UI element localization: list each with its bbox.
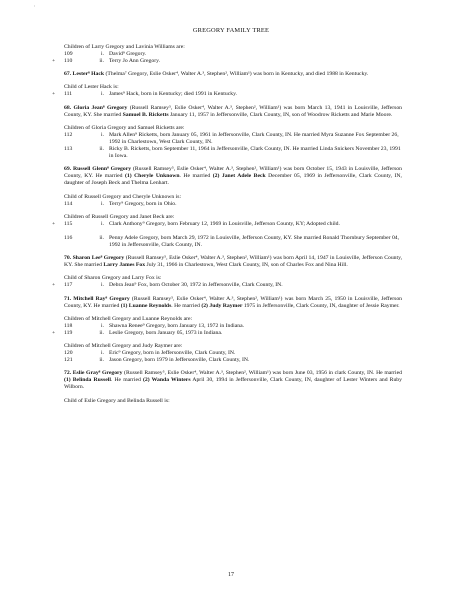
child-text: James⁹ Hack, born in Kentucky; died 1991 in Kentucky.: [109, 91, 237, 98]
child-number: 115: [64, 220, 73, 227]
entry-text: December 05, 1969 in Jeffersonville, Clark County, IN, daughter of Joseph Beck and Thelma Lenhart.: [64, 173, 402, 187]
child-text: Eric⁹ Gregory, born in Jeffersonville, Clark County, IN.: [109, 350, 236, 357]
child-entry: [64, 201, 402, 208]
child-text: Shawna Renee⁹ Gregory, born January 13, 1972 in Indiana.: [109, 322, 245, 329]
child-entry: [64, 132, 402, 146]
child-descendant-marker: +: [52, 329, 56, 336]
child-ordinal: i.: [100, 131, 104, 138]
child-entry: [52, 220, 402, 235]
children-intro: Child of Sharon Gregory and Larry Fox is:: [64, 275, 162, 282]
spouse-name: Samuel B. Ricketts: [122, 111, 169, 118]
child-descendant-marker: +: [52, 91, 56, 98]
child-entry: [64, 51, 402, 58]
child-number: 109: [64, 51, 73, 58]
child-list: [64, 201, 402, 208]
child-number: 120: [64, 350, 73, 357]
entry-text: (Russell Ramsey⁵, Eslie Osker⁴, Walter A.³, Stephen², William¹) was born October 15, 1943 in Louisville, Jefferson County, KY. He married: [64, 166, 402, 180]
person-entry-70: [64, 255, 402, 269]
child-text: Clark Anthony⁹ Gregory, born February 12, 1969 in Louisville, Jefferson County, KY; Adopted child.: [109, 220, 340, 227]
child-entry: [52, 91, 402, 98]
person-name: Sharon Lee⁸ Gregory: [72, 255, 125, 262]
child-number: 116: [64, 234, 73, 241]
children-intro: Children of Mitchell Gregory and Luanne Reynolds are:: [64, 315, 193, 322]
spouse-name: (1) Belinda Russell: [64, 377, 111, 384]
child-number: 117: [64, 282, 73, 289]
entry-text: (Russell Ramsey⁵, Eslie Osker⁴, Walter A.³, Stephen², William¹) was born June 03, 1956 in clark County, IN. He married: [122, 370, 403, 377]
child-text: David⁹ Gregory.: [109, 51, 147, 58]
child-entry: [52, 282, 402, 289]
child-descendant-marker: +: [52, 58, 56, 65]
person-name: Gloria Jean⁸ Gregory: [73, 104, 128, 111]
person-entry-67: [64, 71, 402, 78]
spouse-name: (2) Janet Adele Beck: [212, 173, 266, 180]
children-intro: Children of Larry Gregory and Lavinia Williams are:: [64, 44, 185, 50]
child-text: Leslie Gregory, born January 05, 1973 in Indiana.: [109, 329, 223, 336]
child-list: [64, 350, 402, 364]
child-number: 112: [64, 131, 73, 138]
child-text: Mark Allen⁹ Ricketts, born January 05, 1961 in Jeffersonville, Clark County, IN. He married Myra Suzanne Fox September 26, 1992 in Charlestown, West Clark County, IN.: [109, 131, 399, 145]
child-entry: [52, 329, 402, 337]
entry-text: (Russell Ramsey⁵, Eslie Osker⁴, Walter A.³, Stephen², William¹) was born April 14, 1947 in Louisville, Jefferson County, KY. She married: [64, 255, 402, 269]
entry-text: (Russell Ramsey⁵, Eslie Osker⁴, Walter A.³, Stephen², William¹) was born March 25, 1950 in Louisville, Jefferson County, KY. He married: [64, 295, 403, 309]
entry-number: 71.: [64, 295, 72, 302]
spouse-name: Larry James Fox: [103, 262, 146, 269]
child-text: Penny Adele Gregory, born March 29, 1972 in Louisville, Jefferson County, KY. She married Ronald Thornbury September 04, 1992 in Jeffersonville, Clark County, IN.: [109, 234, 400, 249]
child-descendant-marker: +: [52, 282, 56, 289]
child-list: [64, 132, 402, 160]
child-number: 110: [64, 58, 73, 65]
entry-text: . He married: [171, 302, 202, 309]
children-intro: Children of Russell Gregory and Janet Beck are:: [64, 213, 175, 220]
person-entry-69: [64, 166, 402, 187]
child-text: Debra Jean⁹ Fox, born October 30, 1972 in Jeffersonville, Clark County, IN.: [109, 282, 283, 289]
child-number: 111: [64, 91, 73, 98]
entry-text: January 11, 1957 in Jeffersonville, Clark County, IN, son of Woodrow Ricketts and Marie Moore.: [168, 111, 393, 118]
entry-number: 68.: [64, 104, 72, 111]
child-number: 119: [64, 329, 73, 336]
child-number: 113: [64, 146, 73, 153]
child-descendant-marker: +: [52, 220, 56, 227]
person-name: Mitchell Ray⁸ Gregory: [73, 295, 130, 302]
person-name: Russell Glenn⁸ Gregory: [72, 166, 132, 173]
child-ordinal: ii.: [99, 329, 104, 336]
person-entry-68: [64, 105, 402, 119]
entry-number: 67.: [64, 71, 72, 78]
spouse-name: (2) Judy Raymer: [201, 302, 243, 309]
child-number: 118: [64, 322, 73, 329]
child-ordinal: i.: [100, 91, 104, 98]
child-entry: [64, 357, 402, 364]
children-intro: Children of Mitchell Gregory and Judy Raymer are:: [64, 343, 183, 349]
child-ordinal: i.: [100, 282, 104, 289]
child-list: [52, 322, 402, 337]
children-intro: Child of Russell Gregory and Cheryle Unknown is:: [64, 193, 182, 200]
child-text: Ricky B. Ricketts, born September 11, 1964 in Jeffersonville, Clark County, IN. He married Linda Snickers November 23, 1991 in Iowa.: [109, 146, 401, 160]
child-list: [52, 220, 402, 249]
entry-text: (Russell Ramsey⁵, Eslie Osker⁴, Walter A.³, Stephen², William¹) was born March 13, 1941 in Louisville, Jefferson County, KY. She married: [64, 104, 403, 118]
spouse-name: (2) Wanda Winters: [143, 377, 191, 384]
entry-number: 70.: [64, 255, 72, 262]
child-entry: [64, 235, 402, 249]
page-header: GREGORY FAMILY TREE: [192, 27, 270, 34]
children-intro: Children of Gloria Gregory and Samuel Ricketts are:: [64, 124, 185, 131]
page-number: 17: [228, 572, 234, 578]
child-list: [52, 282, 402, 289]
child-ordinal: ii.: [99, 234, 104, 241]
children-intro: Child of Eslie Gregory and Belinda Russell is:: [64, 397, 170, 404]
child-ordinal: i.: [100, 350, 104, 357]
child-ordinal: i.: [100, 322, 104, 329]
child-text: Terry Jo Ann Gregory.: [109, 58, 161, 65]
person-entry-71: [64, 296, 402, 310]
entry-number: 72.: [64, 370, 72, 377]
entry-text: 1975 in Jeffersonville, Clark County, IN, daughter of Jessie Raymer.: [242, 302, 400, 309]
entry-text: July 31, 1966 in Charlestown, West Clark County, IN, son of Charles Fox and Nina Hill.: [145, 262, 348, 269]
child-list: [52, 91, 402, 98]
child-ordinal: i.: [100, 51, 104, 58]
child-entry: [52, 58, 402, 65]
child-text: Jason Gregory, born 1979 in Jeffersonville, Clark County, IN.: [109, 357, 250, 364]
child-ordinal: ii.: [99, 357, 104, 364]
child-ordinal: i.: [100, 200, 104, 207]
spouse-name: (1) Luanne Reynolds: [120, 302, 172, 309]
person-name: Eslie Gray⁸ Gregory: [72, 370, 123, 377]
entry-number: 69.: [64, 166, 72, 173]
document-body: [52, 44, 403, 405]
children-intro: Child of Lester Hack is:: [64, 84, 119, 91]
scan-mark: ': [34, 6, 35, 11]
child-entry: [64, 146, 402, 160]
spouse-name: (1) Cheryle Unknown: [124, 173, 180, 180]
entry-text: . He married: [110, 377, 143, 384]
child-number: 121: [64, 357, 73, 364]
child-entry: [64, 323, 402, 330]
entry-text: April 30, 1994 in Jeffersonville, Clark County, IN, daughter of Lester Winters and Ruby Wilborn.: [64, 377, 402, 391]
entry-text: (Thelma⁷ Gregory, Eslie Osker⁴, Walter A.³, Stephen², William¹) was born in Kentucky, and died 1988 in Kentucky.: [104, 71, 369, 78]
child-ordinal: i.: [100, 220, 104, 227]
child-ordinal: ii.: [99, 58, 104, 65]
child-list: [52, 51, 402, 65]
person-entry-72: [64, 370, 402, 391]
entry-text: . He married: [179, 173, 213, 180]
child-ordinal: ii.: [99, 146, 104, 153]
child-number: 114: [64, 200, 73, 207]
child-text: Terry⁹ Gregory, born in Ohio.: [109, 200, 177, 207]
person-name: Lester⁸ Hack: [72, 71, 105, 78]
